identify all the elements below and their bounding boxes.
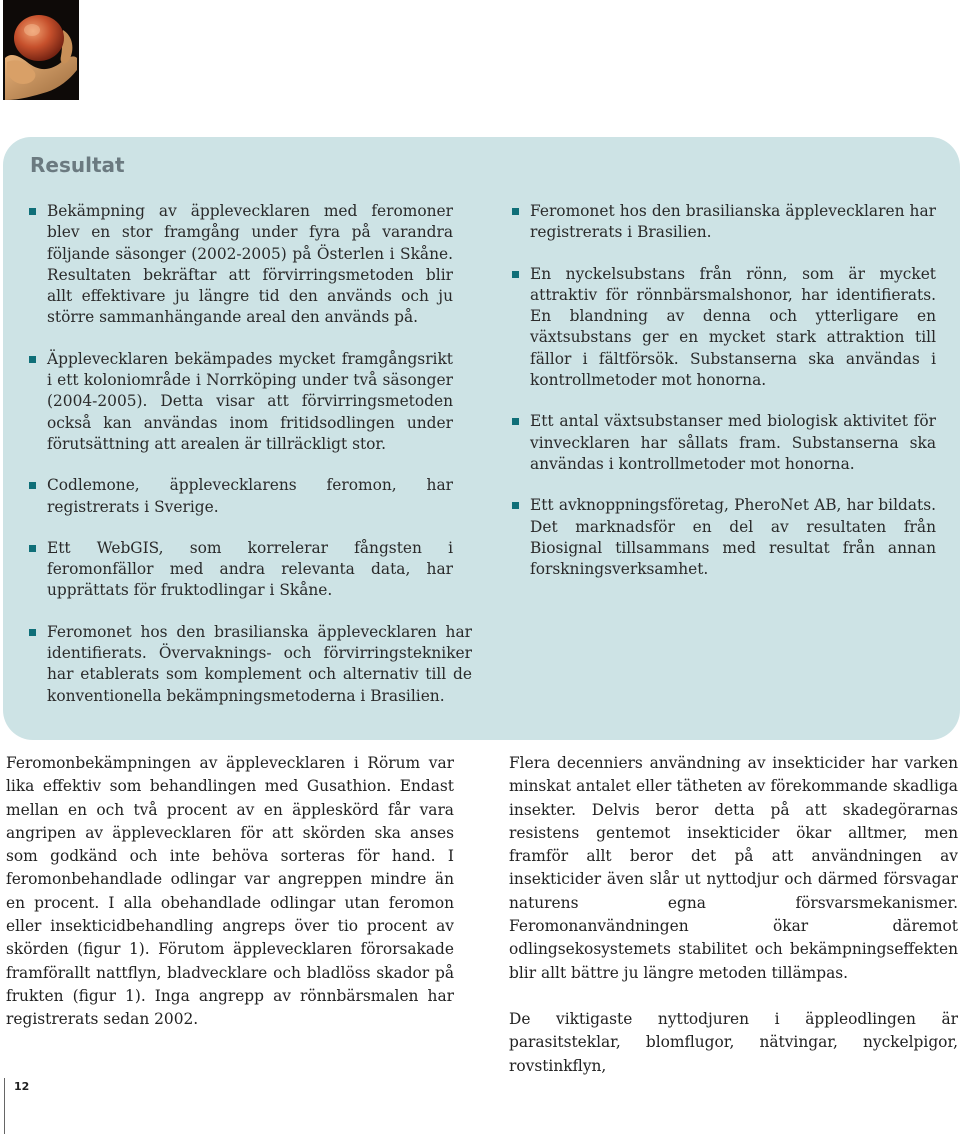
results-list-right	[512, 201, 936, 600]
results-list-left	[29, 201, 472, 727]
list-item: Äpplevecklaren bekämpades mycket framgångsrikt i ett koloniområde i Norrköping under två säsonger (2004-2005). Detta visar att förvirringsmetoden också kan användas inom fritidsodlingen under förutsättning att arealen är tillräckligt stor.	[29, 349, 453, 455]
results-box	[3, 137, 960, 740]
list-item: Ett avknoppningsföretag, PheroNet AB, har bildats. Det marknadsför en del av resultaten från Biosignal tillsammans med resultat från annan forskningsverksamhet.	[512, 495, 936, 580]
list-item: Ett antal växtsubstanser med biologisk aktivitet för vinvecklaren har sållats fram. Substanserna ska användas i kontrollmetoder mot honorna.	[512, 411, 936, 475]
body-paragraph: De viktigaste nyttodjuren i äppleodlingen är parasitsteklar, blomflugor, nätvingar, nyckelpigor, rovstinkflyn,	[509, 1009, 958, 1075]
body-column-right	[509, 752, 958, 1101]
list-item: Feromonet hos den brasilianska äpplevecklaren har registrerats i Brasilien.	[512, 201, 936, 244]
list-item: Codlemone, äpplevecklarens feromon, har registrerats i Sverige.	[29, 475, 453, 518]
body-paragraph: Flera decenniers användning av insekticider har varken minskat antalet eller tätheten av förekommande skadliga insekter. Delvis beror detta på att skadegörarnas resistens gentemot insekticider ökar alltmer, men framför allt beror det på att användningen av insekticider även slår ut nyttodjur och därmed försvagar naturens egna försvarsmekanismer. Feromonanvändningen ökar däremot odlingsekosystemets stabilitet och bekämpningseffekten blir allt bättre ju längre metoden tillämpas.	[509, 754, 958, 982]
results-title: Resultat	[30, 153, 125, 177]
list-item: Feromonet hos den brasilianska äpplevecklaren har identifierats. Övervaknings- och förvirringstekniker har etablerats som komplement och alternativ till de konventionella bekämpningsmetoderna i Brasilien.	[29, 622, 472, 707]
footer-divider	[4, 1078, 5, 1134]
hand-holding-apple-photo	[3, 0, 79, 100]
list-item: Bekämpning av äpplevecklaren med feromoner blev en stor framgång under fyra på varandra följande säsonger (2002-2005) på Österlen i Skåne. Resultaten bekräftar att förvirringsmetoden blir allt effektivare ju längre tid den används och ju större sammanhängande areal den används på.	[29, 201, 453, 329]
body-column-left	[6, 752, 454, 1055]
list-item: En nyckelsubstans från rönn, som är mycket attraktiv för rönnbärsmalshonor, har identifierats. En blandning av denna och ytterligare en växtsubstans ger en mycket stark attraktion till fällor i fältförsök. Substanserna ska användas i kontrollmetoder mot honorna.	[512, 264, 936, 392]
page-number: 12	[14, 1080, 30, 1093]
apple-icon	[3, 0, 79, 100]
list-item: Ett WebGIS, som korrelerar fångsten i feromonfällor med andra relevanta data, har upprättats för fruktodlingar i Skåne.	[29, 538, 453, 602]
body-paragraph: Feromonbekämpningen av äpplevecklaren i Rörum var lika effektiv som behandlingen med Gusathion. Endast mellan en och två procent av en äppleskörd får vara angripen av äpplevecklaren för att skörden ska anses som godkänd och inte behöva sorteras för hand. I feromonbehandlade odlingar var angreppen mindre än en procent. I alla obehandlade odlingar utan feromon eller insekticidbehandling angreps över tio procent av skörden (figur 1). Förutom äpplevecklaren förorsakade framförallt nattflyn, bladvecklare och bladlöss skador på frukten (figur 1). Inga angrepp av rönnbärsmalen har registrerats sedan 2002.	[6, 754, 454, 1029]
